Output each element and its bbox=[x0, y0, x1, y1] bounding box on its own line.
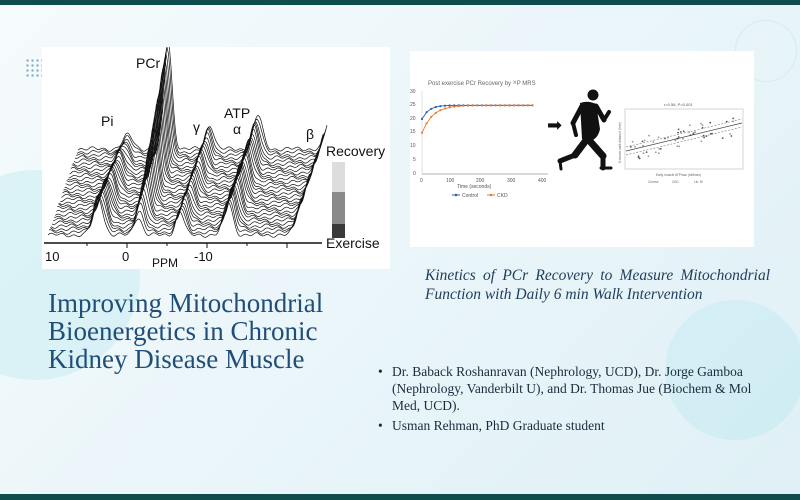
recovery-point bbox=[439, 105, 441, 107]
recovery-line bbox=[422, 105, 533, 119]
recovery-point bbox=[504, 104, 506, 106]
recovery-point bbox=[495, 104, 497, 106]
scatter-point bbox=[702, 124, 704, 126]
recovery-point bbox=[435, 112, 437, 114]
scatter-point bbox=[682, 138, 684, 140]
y-tick: 20 bbox=[410, 116, 416, 122]
recovery-chart-title: Post exercise PCr Recovery by ³¹P MRS bbox=[428, 81, 536, 87]
spectrum-trace bbox=[76, 54, 325, 158]
scatter-point bbox=[703, 137, 705, 139]
x-tick: 200 bbox=[476, 178, 485, 184]
scatter-point bbox=[726, 121, 728, 123]
tick-10: 10 bbox=[45, 249, 60, 264]
recovery-curves bbox=[421, 104, 534, 134]
x-tick: 400 bbox=[538, 178, 547, 184]
slide-title: Improving Mitochondrial Bioenergetics in Chronic Kidney Disease Muscle bbox=[48, 288, 324, 374]
stacked-spectra bbox=[48, 47, 327, 237]
recovery-point bbox=[430, 116, 432, 118]
recovery-point bbox=[444, 105, 446, 107]
scatter-point bbox=[634, 146, 636, 148]
recovery-point bbox=[444, 107, 446, 109]
recovery-point bbox=[439, 109, 441, 111]
exercise-label: Exercise bbox=[326, 235, 380, 251]
figure-caption: Kinetics of PCr Recovery to Measure Mitochondrial Function with Daily 6 min Walk Intervention bbox=[425, 267, 770, 303]
recovery-point bbox=[435, 106, 437, 108]
credits-list bbox=[378, 363, 773, 437]
tick-neg10: -10 bbox=[194, 249, 213, 264]
legend-ckd: CKD bbox=[497, 193, 508, 199]
scatter-point bbox=[677, 145, 679, 147]
scatter-point bbox=[703, 135, 705, 137]
recovery-point bbox=[531, 104, 533, 106]
x-tick: 0 bbox=[420, 178, 423, 184]
scatter-point bbox=[694, 131, 696, 133]
scatter-point bbox=[639, 158, 641, 160]
scatter-point bbox=[722, 137, 724, 139]
recovery-point bbox=[527, 104, 529, 106]
scatter-points bbox=[630, 118, 734, 160]
recovery-point bbox=[485, 104, 487, 106]
nmr-spectra-figure bbox=[42, 47, 390, 269]
spectrum-trace bbox=[78, 47, 327, 151]
credit-item bbox=[378, 363, 773, 414]
scatter-legend-item: CKD bbox=[672, 180, 679, 184]
y-tick: 0 bbox=[413, 171, 416, 177]
recovery-point bbox=[481, 104, 483, 106]
atp-label: ATP bbox=[224, 105, 251, 121]
scatter-legend bbox=[648, 180, 703, 184]
y-tick: 5 bbox=[413, 157, 416, 163]
alpha-label: α bbox=[233, 121, 242, 137]
scatter-point bbox=[683, 130, 685, 132]
ppm-axis bbox=[44, 243, 322, 269]
recovery-point bbox=[467, 105, 469, 107]
top-accent-bar bbox=[0, 0, 800, 5]
ppm-label: PPM bbox=[152, 256, 179, 269]
scatter-point bbox=[700, 140, 702, 142]
arrow-icon: ➡ bbox=[547, 115, 563, 136]
y-tick: 15 bbox=[410, 129, 416, 135]
scatter-fit bbox=[626, 119, 742, 155]
recovery-point bbox=[453, 106, 455, 108]
recovery-point bbox=[499, 104, 501, 106]
scatter-point bbox=[729, 133, 731, 135]
spectrum-trace bbox=[77, 47, 326, 154]
scatter-point bbox=[709, 122, 711, 124]
recovery-point bbox=[449, 106, 451, 108]
scatter-point bbox=[642, 145, 644, 147]
recovery-point bbox=[508, 104, 510, 106]
spectrum-trace bbox=[75, 60, 324, 160]
scatter-point bbox=[648, 155, 650, 157]
scatter-legend-item: Control bbox=[648, 180, 659, 184]
scatter-point bbox=[678, 129, 680, 131]
tick-0: 0 bbox=[122, 249, 130, 264]
recovery-point bbox=[458, 105, 460, 107]
recovery-point bbox=[430, 108, 432, 110]
scatter-point bbox=[658, 152, 660, 154]
scatter-point bbox=[658, 148, 660, 150]
recovery-line bbox=[422, 105, 533, 133]
walking-person-icon bbox=[560, 90, 611, 170]
scatter-point bbox=[678, 136, 680, 138]
recovery-label: Recovery bbox=[326, 143, 386, 159]
scatter-point bbox=[632, 141, 634, 143]
scatter-y-label: 6 minute walk distance (feet) bbox=[618, 122, 622, 163]
recovery-point bbox=[421, 132, 423, 134]
recovery-chart-axes bbox=[422, 91, 548, 174]
spectrum-trace bbox=[69, 96, 318, 178]
scatter-point bbox=[652, 141, 654, 143]
recovery-point bbox=[518, 104, 520, 106]
recovery-point bbox=[449, 104, 451, 106]
bullet-icon: • bbox=[378, 364, 383, 379]
scatter-legend-item: Lin. fit bbox=[694, 180, 703, 184]
recovery-point bbox=[476, 104, 478, 106]
scatter-point bbox=[680, 131, 682, 133]
credit-text: Usman Rehman, PhD Graduate student bbox=[392, 418, 605, 433]
recovery-point bbox=[426, 122, 428, 124]
scatter-point bbox=[700, 123, 702, 125]
scatter-point bbox=[646, 151, 648, 153]
y-tick: 30 bbox=[410, 89, 416, 95]
time-legend bbox=[326, 143, 385, 251]
scatter-point bbox=[655, 151, 657, 153]
pcr-recovery-figure bbox=[410, 51, 754, 247]
gamma-label: γ bbox=[193, 119, 200, 135]
x-tick: 100 bbox=[446, 178, 455, 184]
recovery-y-ticks bbox=[410, 89, 416, 177]
scatter-point bbox=[643, 152, 645, 154]
recovery-x-label: Time (seconds) bbox=[457, 184, 492, 190]
bullet-icon: • bbox=[378, 418, 383, 433]
recovery-point bbox=[426, 111, 428, 113]
y-tick: 25 bbox=[410, 102, 416, 108]
recovery-point bbox=[513, 104, 515, 106]
scatter-point bbox=[678, 146, 680, 148]
pcr-label: PCr bbox=[136, 55, 161, 71]
scatter-point bbox=[689, 124, 691, 126]
scatter-point bbox=[674, 139, 676, 141]
beta-label: β bbox=[306, 126, 315, 142]
scatter-point bbox=[732, 118, 734, 120]
recovery-point bbox=[522, 104, 524, 106]
bottom-accent-bar bbox=[0, 494, 800, 500]
recovery-point bbox=[490, 104, 492, 106]
recovery-point bbox=[472, 104, 474, 106]
recovery-point bbox=[421, 118, 423, 120]
scatter-point bbox=[731, 135, 733, 137]
scatter-frame bbox=[625, 109, 743, 169]
x-tick: 300 bbox=[507, 178, 516, 184]
scatter-point bbox=[644, 140, 646, 142]
scatter-point bbox=[677, 132, 679, 134]
scatter-point bbox=[658, 137, 660, 139]
scatter-point bbox=[648, 135, 650, 137]
recovery-legend bbox=[452, 193, 508, 199]
scatter-title: r=0.56, P=0.001 bbox=[664, 102, 693, 107]
scatter-point bbox=[642, 141, 644, 143]
pi-label: Pi bbox=[101, 113, 114, 129]
recovery-point bbox=[462, 105, 464, 107]
legend-control: Control bbox=[462, 193, 479, 199]
credit-text: Dr. Baback Roshanravan (Nephrology, UCD), Dr. Jorge Gamboa (Nephrology, Vanderbilt U), and Dr. Thomas Jue (Biochem & Mol Med, UCD). bbox=[392, 364, 752, 413]
credit-item bbox=[378, 417, 773, 434]
scatter-x-label: Early muscle ATPmax (mM/sec) bbox=[656, 173, 702, 177]
y-tick: 10 bbox=[410, 143, 416, 149]
